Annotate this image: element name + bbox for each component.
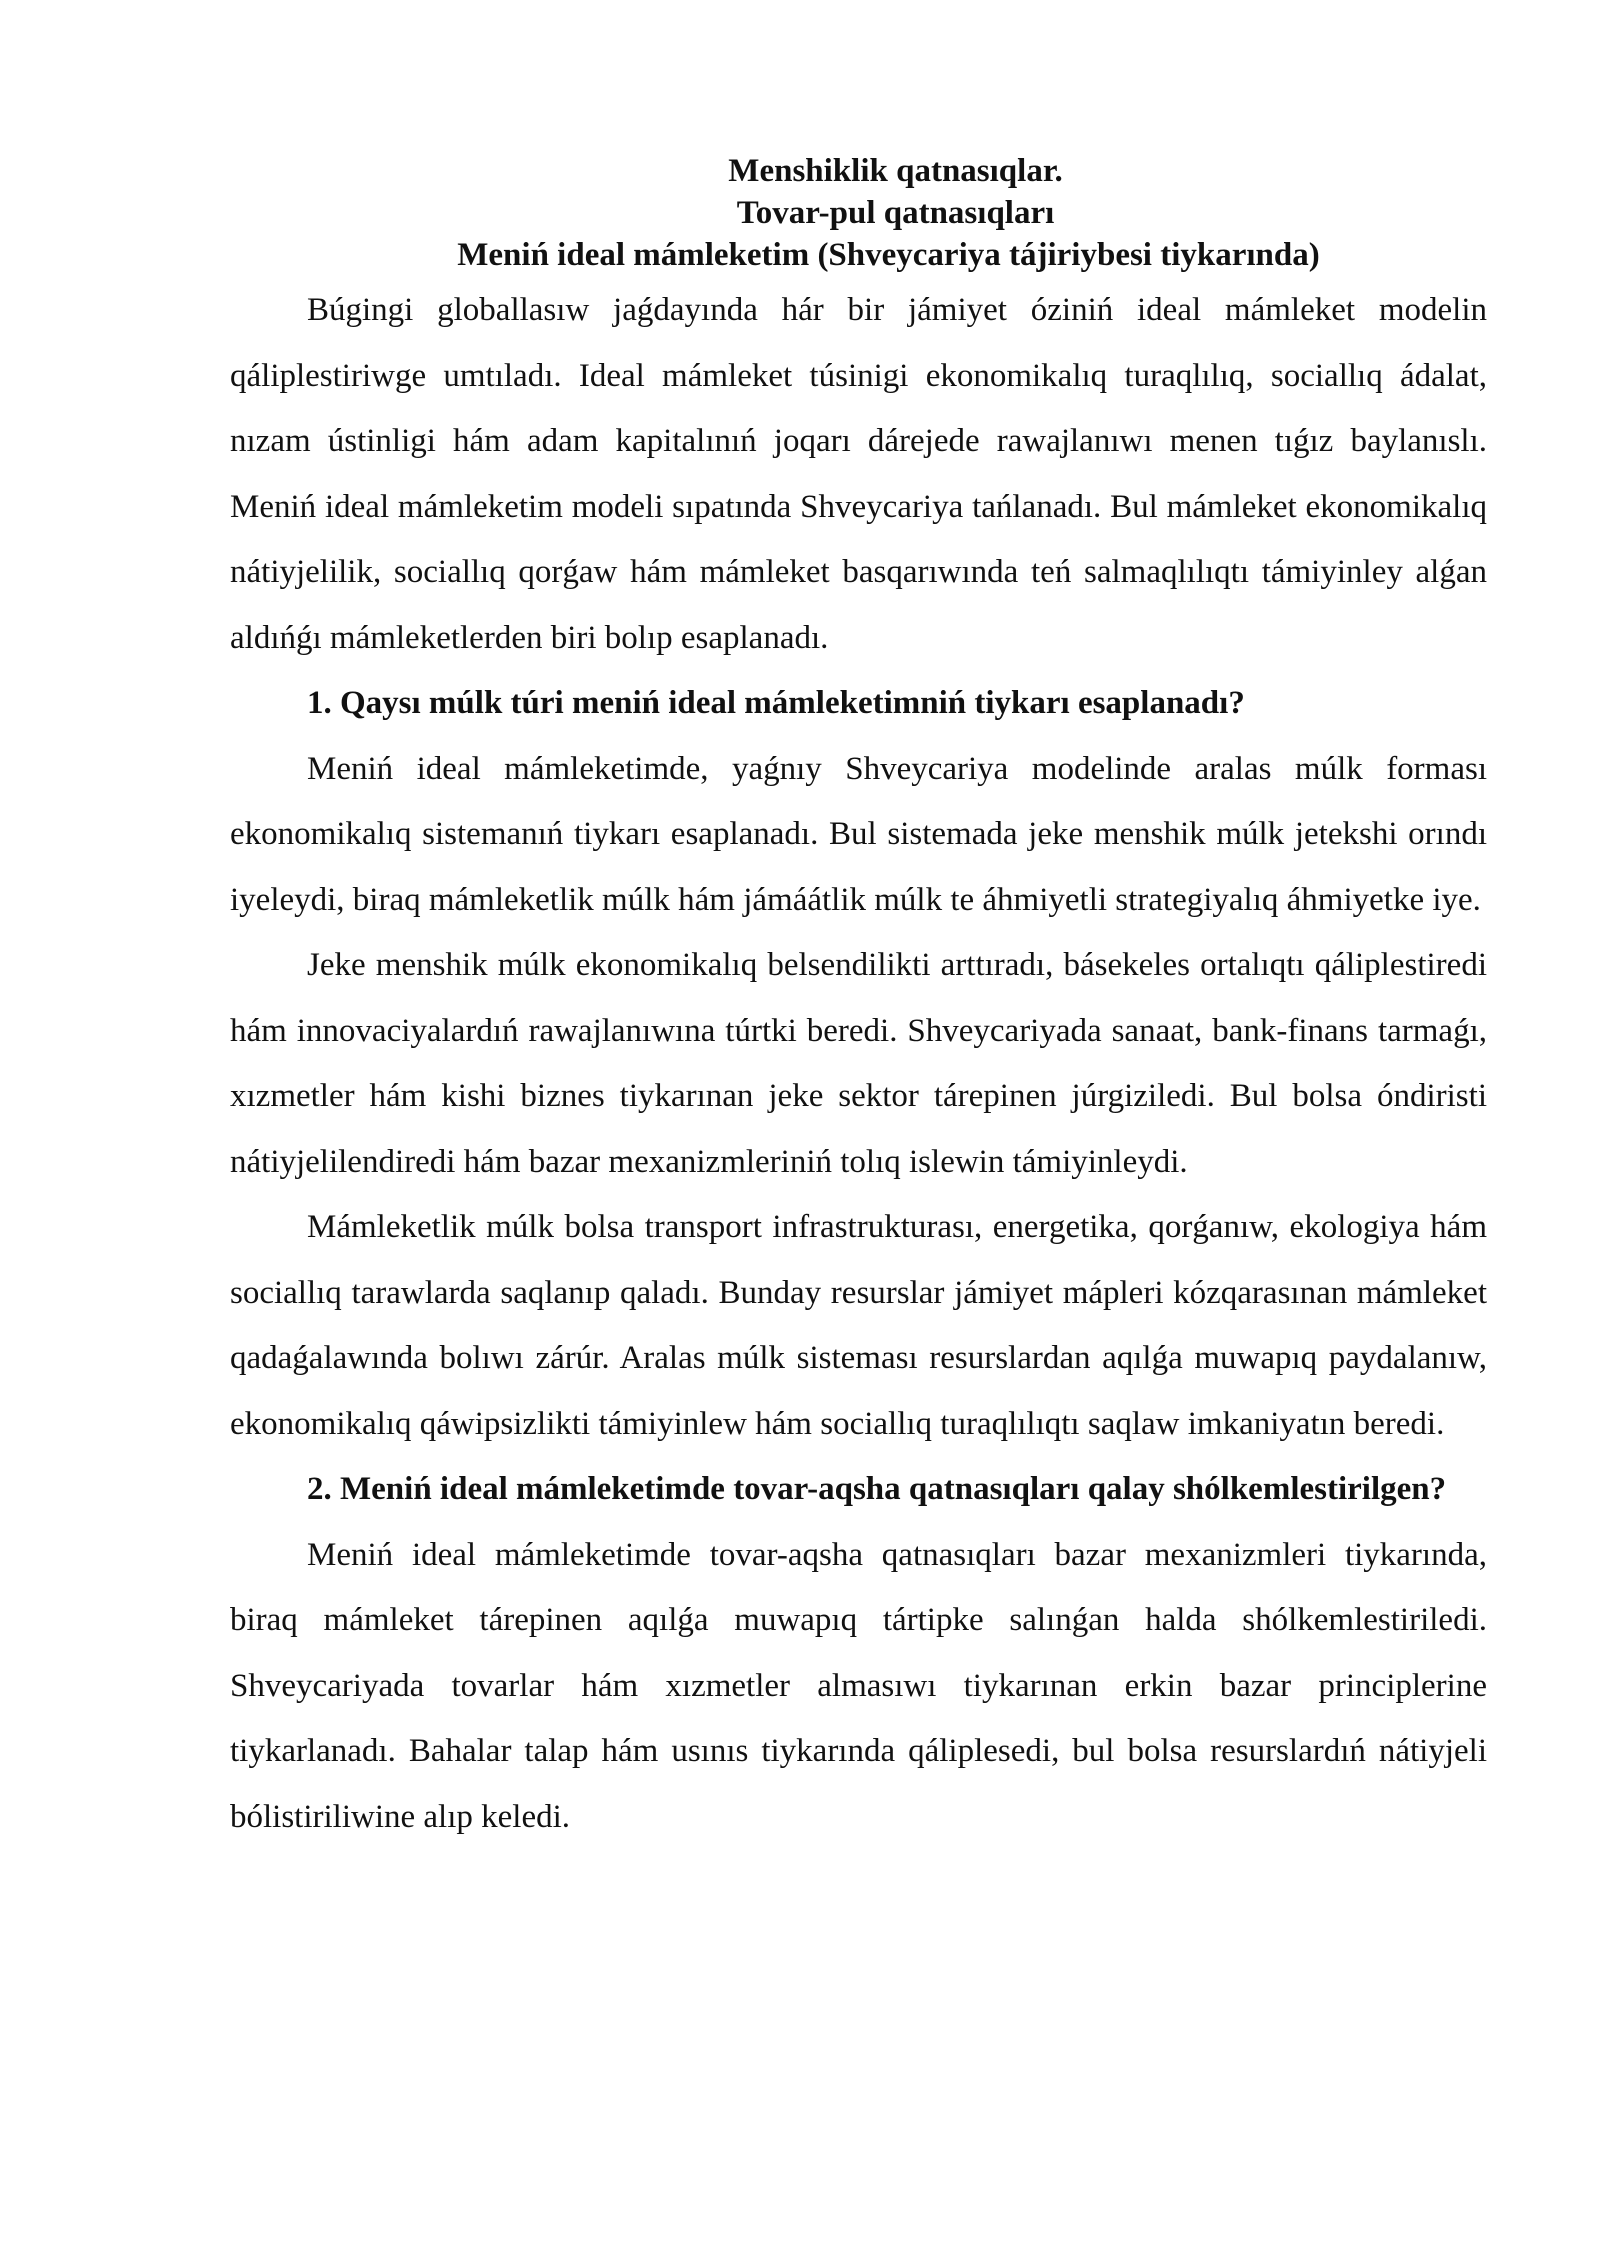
question-2-heading: 2. Meniń ideal mámleketimde tovar-aqsha qatnasıqları qalay shólkemlestirilgen?	[307, 1471, 1447, 1507]
answer-1-paragraph-3: Mámleketlik múlk bolsa transport infrastrukturası, energetika, qorǵanıw, ekologiya hám sociallıq tarawlarda saqlanıp qaladı. Bunday resurslar jámiyet mápleri kózqarasınan mámleket qadaǵalawında bolıwı zárúr. Aralas múlk sisteması resurslardan aqılǵa muwapıq paydalanıw, ekonomikalıq qáwipsizlikti támiyinlew hám sociallıq turaqlılıqtı saqlaw imkaniyatın beredi.	[230, 1209, 1487, 1442]
question-1-heading: 1. Qaysı múlk túri meniń ideal mámleketimniń tiykarı esaplanadı?	[307, 685, 1245, 721]
document-title-line-1: Menshiklik qatnasıqlar.	[728, 153, 1063, 189]
answer-2-paragraph-1: Meniń ideal mámleketimde tovar-aqsha qatnasıqları bazar mexanizmleri tiykarında, biraq mámleket tárepinen aqılǵa muwapıq tártipke salınǵan halda shólkemlestiriledi. Shveycariyada tovarlar hám xızmetler almasıwı tiykarınan erkin bazar principlerine tiykarlanadı. Bahalar talap hám usınıs tiykarında qáliplesedi, bul bolsa resurslardıń nátiyjeli bólistiriliwine alıp keledi.	[230, 1536, 1487, 1835]
document-page	[230, 150, 1487, 1850]
document-title-line-2: Tovar-pul qatnasıqları	[736, 195, 1055, 231]
answer-1-paragraph-2: Jeke menshik múlk ekonomikalıq belsendilikti arttıradı, básekeles ortalıqtı qáliplestiredi hám innovaciyalardıń rawajlanıwına túrtki beredi. Shveycariyada sanaat, bank-finans tarmaǵı, xızmetler hám kishi biznes tiykarınan jeke sektor tárepinen júrgiziledi. Bul bolsa óndiristi nátiyjelilendiredi hám bazar mexanizmleriniń tolıq islewin támiyinleydi.	[230, 947, 1487, 1180]
answer-1-paragraph-1: Meniń ideal mámleketimde, yaǵnıy Shveycariya modelinde aralas múlk forması ekonomikalıq sistemanıń tiykarı esaplanadı. Bul sistemada jeke menshik múlk jetekshi orındı iyeleydi, biraq mámleketlik múlk hám jámáátlik múlk te áhmiyetli strategiyalıq áhmiyetke iye.	[230, 750, 1487, 918]
document-title-line-3: Meniń ideal mámleketim (Shveycariya tájiriybesi tiykarında)	[457, 237, 1320, 273]
intro-paragraph: Búgingi globallasıw jaǵdayında hár bir jámiyet óziniń ideal mámleket modelin qáliplestiriwge umtıladı. Ideal mámleket túsinigi ekonomikalıq turaqlılıq, sociallıq ádalat, nızam ústinligi hám adam kapitalınıń joqarı dárejede rawajlanıwı menen tıǵız baylanıslı. Meniń ideal mámleketim modeli sıpatında Shveycariya tańlanadı. Bul mámleket ekonomikalıq nátiyjelilik, sociallıq qorǵaw hám mámleket basqarıwında teń salmaqlılıqtı támiyinley alǵan aldıńǵı mámleketlerden biri bolıp esaplanadı.	[230, 292, 1487, 656]
